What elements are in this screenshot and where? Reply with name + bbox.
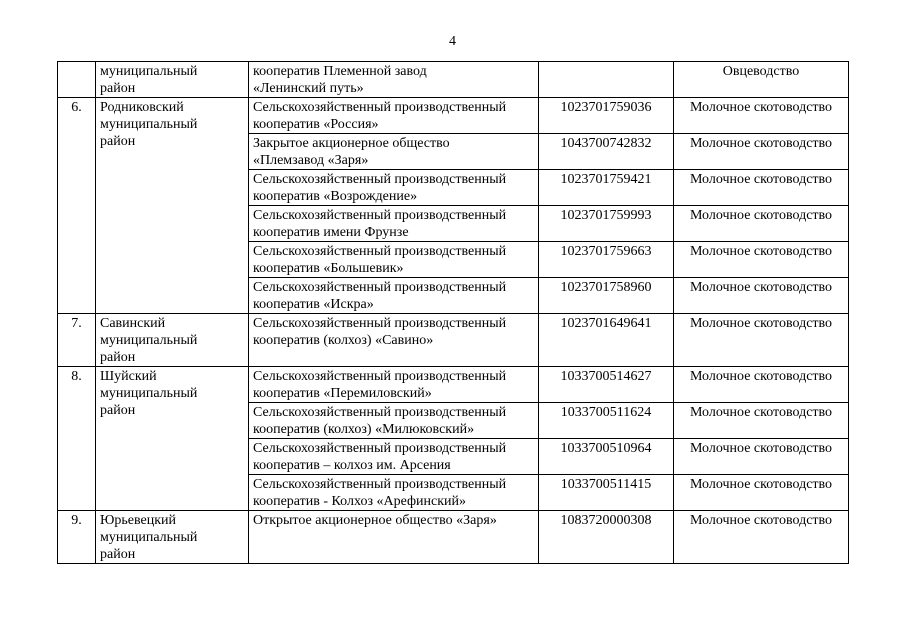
row-number-cell: 8. (58, 367, 96, 511)
organization-cell: Сельскохозяйственный производственный кооператив имени Фрунзе (249, 206, 539, 242)
row-number-cell (58, 62, 96, 98)
specialization-cell: Молочное скотоводство (674, 278, 849, 314)
specialization-cell: Молочное скотоводство (674, 134, 849, 170)
organization-cell: Сельскохозяйственный производственный кооператив (колхоз) «Савино» (249, 314, 539, 367)
page-number: 4 (449, 34, 456, 49)
organization-cell: Сельскохозяйственный производственный кооператив «Искра» (249, 278, 539, 314)
organization-cell: Сельскохозяйственный производственный кооператив (колхоз) «Милюковский» (249, 403, 539, 439)
table-row (58, 98, 849, 134)
table-row (58, 314, 849, 367)
table-row (58, 367, 849, 403)
district-cell: Родниковский муниципальный район (96, 98, 249, 314)
district-cell: Шуйский муниципальный район (96, 367, 249, 511)
ogrn-cell: 1023701758960 (539, 278, 674, 314)
specialization-cell: Молочное скотоводство (674, 403, 849, 439)
specialization-cell: Молочное скотоводство (674, 170, 849, 206)
row-number-cell: 9. (58, 511, 96, 564)
ogrn-cell: 1023701649641 (539, 314, 674, 367)
row-number-cell: 6. (58, 98, 96, 314)
ogrn-cell: 1033700511415 (539, 475, 674, 511)
specialization-cell: Овцеводство (674, 62, 849, 98)
ogrn-cell: 1023701759421 (539, 170, 674, 206)
organization-cell: Открытое акционерное общество «Заря» (249, 511, 539, 564)
table-row (58, 511, 849, 564)
ogrn-cell: 1033700511624 (539, 403, 674, 439)
ogrn-cell: 1083720000308 (539, 511, 674, 564)
row-number-cell: 7. (58, 314, 96, 367)
organization-cell: Закрытое акционерное общество «Племзавод «Заря» (249, 134, 539, 170)
ogrn-cell: 1023701759036 (539, 98, 674, 134)
ogrn-cell: 1033700514627 (539, 367, 674, 403)
specialization-cell: Молочное скотоводство (674, 206, 849, 242)
specialization-cell: Молочное скотоводство (674, 367, 849, 403)
ogrn-cell (539, 62, 674, 98)
registry-table (57, 61, 849, 564)
district-cell: Савинский муниципальный район (96, 314, 249, 367)
specialization-cell: Молочное скотоводство (674, 242, 849, 278)
organization-cell: кооператив Племенной завод «Ленинский путь» (249, 62, 539, 98)
ogrn-cell: 1023701759993 (539, 206, 674, 242)
specialization-cell: Молочное скотоводство (674, 98, 849, 134)
registry-table-body (58, 62, 849, 564)
organization-cell: Сельскохозяйственный производственный кооператив - Колхоз «Арефинский» (249, 475, 539, 511)
organization-cell: Сельскохозяйственный производственный кооператив «Возрождение» (249, 170, 539, 206)
specialization-cell: Молочное скотоводство (674, 314, 849, 367)
organization-cell: Сельскохозяйственный производственный кооператив «Перемиловский» (249, 367, 539, 403)
organization-cell: Сельскохозяйственный производственный кооператив «Россия» (249, 98, 539, 134)
ogrn-cell: 1033700510964 (539, 439, 674, 475)
table-row (58, 62, 849, 98)
district-cell: Юрьевецкий муниципальный район (96, 511, 249, 564)
specialization-cell: Молочное скотоводство (674, 475, 849, 511)
ogrn-cell: 1043700742832 (539, 134, 674, 170)
organization-cell: Сельскохозяйственный производственный кооператив «Большевик» (249, 242, 539, 278)
district-cell: муниципальный район (96, 62, 249, 98)
organization-cell: Сельскохозяйственный производственный кооператив – колхоз им. Арсения (249, 439, 539, 475)
ogrn-cell: 1023701759663 (539, 242, 674, 278)
specialization-cell: Молочное скотоводство (674, 511, 849, 564)
specialization-cell: Молочное скотоводство (674, 439, 849, 475)
